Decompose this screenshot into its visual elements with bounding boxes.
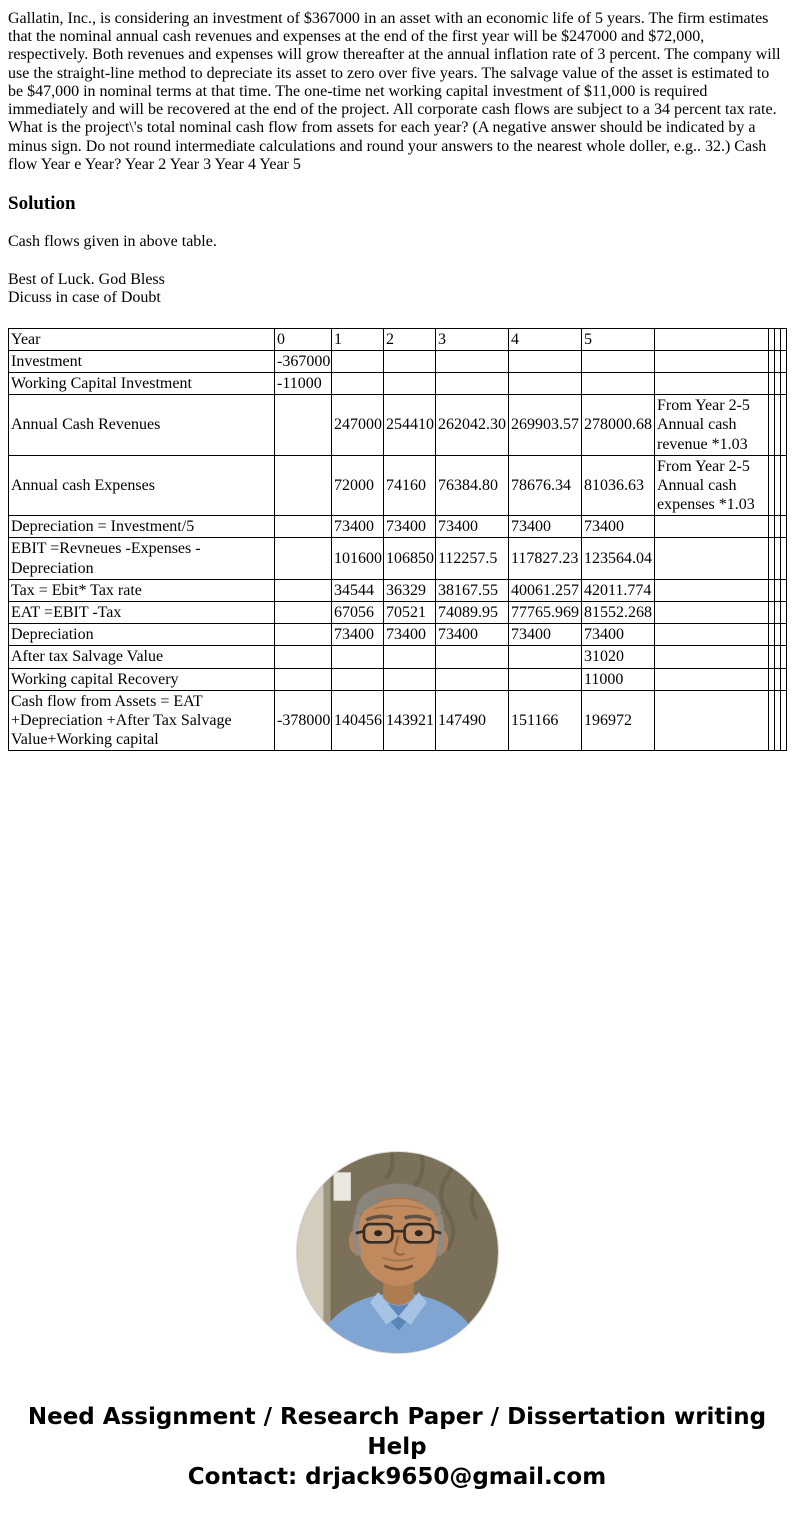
value-cell xyxy=(509,646,582,668)
value-cell: 74160 xyxy=(384,455,436,516)
value-cell: 143921 xyxy=(384,690,436,751)
cash-flow-table xyxy=(8,328,787,752)
row-label-cell: Cash flow from Assets = EAT +Depreciation +After Tax Salvage Value+Working capital xyxy=(9,690,275,751)
value-cell: 3 xyxy=(436,328,509,350)
row-label-cell: Annual Cash Revenues xyxy=(9,395,275,456)
value-cell xyxy=(384,668,436,690)
value-cell: 73400 xyxy=(384,516,436,538)
note-cell xyxy=(655,328,769,350)
value-cell: 34544 xyxy=(332,579,384,601)
value-cell: 74089.95 xyxy=(436,602,509,624)
note-cell xyxy=(655,350,769,372)
blessing-line: Best of Luck. God Bless xyxy=(8,271,165,289)
value-cell: 73400 xyxy=(332,516,384,538)
table-row xyxy=(9,350,787,372)
value-cell: 4 xyxy=(509,328,582,350)
table-row xyxy=(9,516,787,538)
value-cell: 38167.55 xyxy=(436,579,509,601)
value-cell: -378000 xyxy=(275,690,332,751)
value-cell: 81036.63 xyxy=(582,455,655,516)
table-row xyxy=(9,668,787,690)
note-cell xyxy=(655,646,769,668)
filler-cell xyxy=(781,395,787,456)
row-label-cell: Working Capital Investment xyxy=(9,372,275,394)
value-cell xyxy=(509,350,582,372)
row-label-cell: Year xyxy=(9,328,275,350)
table-row xyxy=(9,690,787,751)
value-cell: 147490 xyxy=(436,690,509,751)
value-cell xyxy=(275,668,332,690)
value-cell: 73400 xyxy=(384,624,436,646)
value-cell: 73400 xyxy=(332,624,384,646)
value-cell: 73400 xyxy=(436,516,509,538)
value-cell: 77765.969 xyxy=(509,602,582,624)
table-row xyxy=(9,328,787,350)
note-cell xyxy=(655,690,769,751)
row-label-cell: EAT =EBIT -Tax xyxy=(9,602,275,624)
value-cell: 269903.57 xyxy=(509,395,582,456)
value-cell xyxy=(275,516,332,538)
value-cell: 254410 xyxy=(384,395,436,456)
filler-cell xyxy=(781,328,787,350)
filler-cell xyxy=(781,668,787,690)
value-cell: 2 xyxy=(384,328,436,350)
value-cell: 123564.04 xyxy=(582,538,655,579)
footer-contact: Contact: drjack9650@gmail.com xyxy=(187,1464,607,1490)
value-cell: -367000 xyxy=(275,350,332,372)
value-cell xyxy=(275,455,332,516)
value-cell: 73400 xyxy=(509,624,582,646)
note-cell xyxy=(655,538,769,579)
filler-cell xyxy=(781,690,787,751)
row-label-cell: After tax Salvage Value xyxy=(9,646,275,668)
value-cell xyxy=(275,624,332,646)
value-cell: 36329 xyxy=(384,579,436,601)
value-cell xyxy=(275,579,332,601)
value-cell xyxy=(332,646,384,668)
value-cell: 73400 xyxy=(436,624,509,646)
filler-cell xyxy=(781,455,787,516)
value-cell xyxy=(509,372,582,394)
value-cell: 196972 xyxy=(582,690,655,751)
value-cell: 117827.23 xyxy=(509,538,582,579)
tutor-avatar-area xyxy=(0,1151,794,1354)
value-cell: -11000 xyxy=(275,372,332,394)
table-row xyxy=(9,602,787,624)
row-label-cell: Depreciation = Investment/5 xyxy=(9,516,275,538)
filler-cell xyxy=(781,372,787,394)
tutor-photo xyxy=(296,1151,499,1354)
value-cell xyxy=(582,372,655,394)
row-label-cell: Working capital Recovery xyxy=(9,668,275,690)
value-cell xyxy=(384,646,436,668)
value-cell: 112257.5 xyxy=(436,538,509,579)
value-cell xyxy=(275,646,332,668)
value-cell xyxy=(436,372,509,394)
filler-cell xyxy=(781,602,787,624)
value-cell xyxy=(332,372,384,394)
value-cell: 81552.268 xyxy=(582,602,655,624)
value-cell: 151166 xyxy=(509,690,582,751)
row-label-cell: Depreciation xyxy=(9,624,275,646)
filler-cell xyxy=(781,646,787,668)
value-cell: 40061.257 xyxy=(509,579,582,601)
closing-note xyxy=(8,271,786,307)
value-cell: 67056 xyxy=(332,602,384,624)
note-cell xyxy=(655,579,769,601)
table-row xyxy=(9,624,787,646)
value-cell: 1 xyxy=(332,328,384,350)
filler-cell xyxy=(781,350,787,372)
value-cell: 101600 xyxy=(332,538,384,579)
footer-help-text: Need Assignment / Research Paper / Dissertation writing Help xyxy=(27,1404,767,1460)
value-cell xyxy=(275,602,332,624)
solution-note: Cash flows given in above table. xyxy=(8,233,217,251)
filler-cell xyxy=(781,579,787,601)
value-cell: 42011.774 xyxy=(582,579,655,601)
filler-cell xyxy=(781,624,787,646)
value-cell xyxy=(275,395,332,456)
row-label-cell: EBIT =Revneues -Expenses -Depreciation xyxy=(9,538,275,579)
value-cell: 278000.68 xyxy=(582,395,655,456)
value-cell: 31020 xyxy=(582,646,655,668)
value-cell: 78676.34 xyxy=(509,455,582,516)
table-row xyxy=(9,395,787,456)
note-cell xyxy=(655,516,769,538)
note-cell: From Year 2-5 Annual cash expenses *1.03 xyxy=(655,455,769,516)
value-cell xyxy=(332,350,384,372)
value-cell: 247000 xyxy=(332,395,384,456)
value-cell xyxy=(436,350,509,372)
value-cell: 140456 xyxy=(332,690,384,751)
table-row xyxy=(9,372,787,394)
value-cell: 72000 xyxy=(332,455,384,516)
filler-cell xyxy=(781,516,787,538)
row-label-cell: Annual cash Expenses xyxy=(9,455,275,516)
filler-cell xyxy=(781,538,787,579)
value-cell: 73400 xyxy=(509,516,582,538)
value-cell xyxy=(582,350,655,372)
value-cell: 5 xyxy=(582,328,655,350)
value-cell xyxy=(332,668,384,690)
note-cell: From Year 2-5 Annual cash revenue *1.03 xyxy=(655,395,769,456)
value-cell: 70521 xyxy=(384,602,436,624)
value-cell xyxy=(384,350,436,372)
footer-promo xyxy=(0,1402,794,1492)
note-cell xyxy=(655,668,769,690)
value-cell: 73400 xyxy=(582,516,655,538)
table-row xyxy=(9,646,787,668)
value-cell xyxy=(436,668,509,690)
value-cell xyxy=(509,668,582,690)
value-cell: 76384.80 xyxy=(436,455,509,516)
table-row xyxy=(9,455,787,516)
value-cell: 106850 xyxy=(384,538,436,579)
value-cell: 262042.30 xyxy=(436,395,509,456)
value-cell: 0 xyxy=(275,328,332,350)
row-label-cell: Investment xyxy=(9,350,275,372)
row-label-cell: Tax = Ebit* Tax rate xyxy=(9,579,275,601)
value-cell: 11000 xyxy=(582,668,655,690)
note-cell xyxy=(655,372,769,394)
note-cell xyxy=(655,624,769,646)
value-cell xyxy=(275,538,332,579)
table-row xyxy=(9,538,787,579)
problem-statement: Gallatin, Inc., is considering an investment of $367000 in an asset with an economic life of 5 years. The firm estimates that the nominal annual cash revenues and expenses at the end of the first year will be $247000 and $72,000, respectively. Both revenues and expenses will grow thereafter at the annual inflation rate of 3 percent. The company will use the straight-line method to depreciate its asset to zero over five years. The salvage value of the asset is estimated to be $47,000 in nominal terms at that time. The one-time net working capital investment of $11,000 is required immediately and will be recovered at the end of the project. All corporate cash flows are subject to a 34 percent tax rate. What is the project\'s total nominal cash flow from assets for each year? (A negative answer should be indicated by a minus sign. Do not round intermediate calculations and round your answers to the nearest whole doller, e.g.. 32.) Cash flow Year e Year? Year 2 Year 3 Year 4 Year 5 xyxy=(8,10,781,173)
value-cell: 73400 xyxy=(582,624,655,646)
solution-heading: Solution xyxy=(8,193,76,215)
value-cell xyxy=(436,646,509,668)
value-cell xyxy=(384,372,436,394)
note-cell xyxy=(655,602,769,624)
table-row xyxy=(9,579,787,601)
doubt-line: Dicuss in case of Doubt xyxy=(8,289,161,307)
